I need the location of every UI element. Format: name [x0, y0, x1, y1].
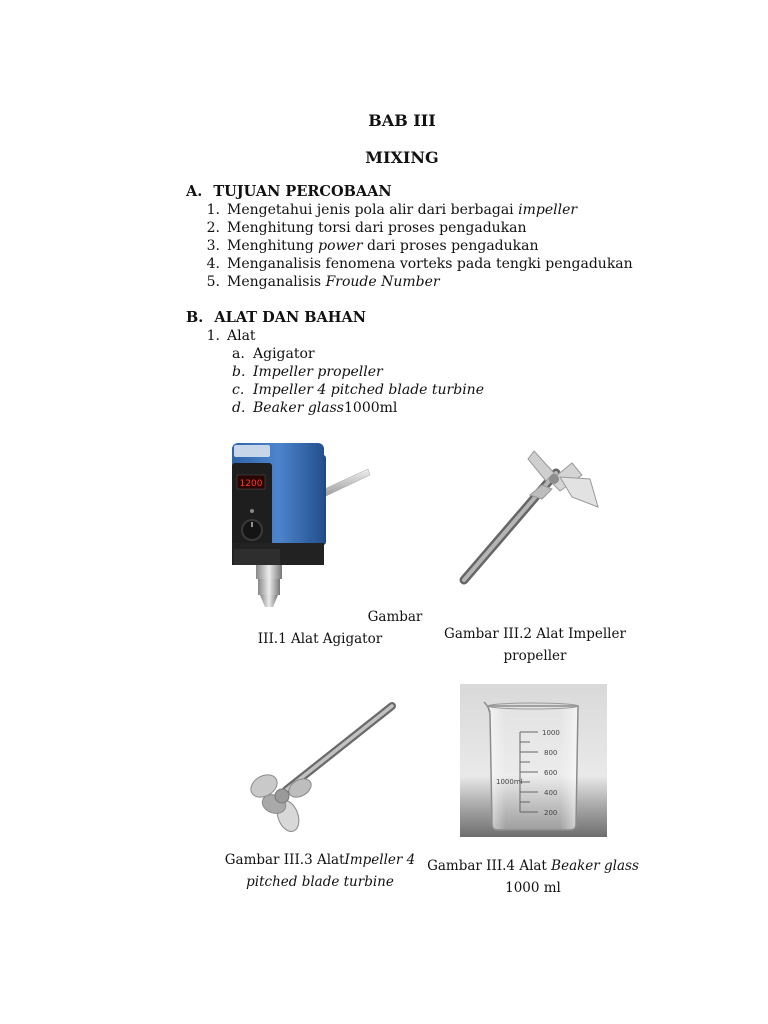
- section-a-heading: [186, 183, 392, 200]
- figure-2-caption: Gambar III.2 Alat Impeller propeller: [444, 626, 626, 664]
- list-item: 5. Menganalisis Froude Number: [206, 274, 440, 290]
- impeller-propeller-image: [450, 437, 610, 587]
- beaker-glass-image: [460, 684, 607, 837]
- figure-4-caption: Gambar III.4 Alat Beaker glass 1000 ml: [427, 858, 639, 896]
- beaker-side-label: 1000ml: [496, 778, 523, 786]
- list-item: 2. Menghitung torsi dari proses pengadukan: [206, 220, 527, 236]
- display-readout: 1200: [239, 479, 263, 489]
- beaker-mark-800: 800: [544, 749, 558, 757]
- list-item: 4. Menganalisis fenomena vorteks pada tengki pengadukan: [206, 256, 633, 272]
- objectives-list: [198, 201, 633, 291]
- list-item: 1. Mengetahui jenis pola alir dari berbagai impeller: [206, 202, 578, 218]
- list-item: 3. Menghitung power dari proses pengadukan: [206, 238, 539, 254]
- list-item: b. Impeller propeller: [232, 364, 383, 380]
- chapter-title: BAB III: [368, 111, 436, 130]
- section-b-label: B.: [186, 309, 204, 326]
- section-a-label: A.: [186, 183, 203, 200]
- agigator-image: [212, 435, 372, 615]
- section-b-heading: [186, 309, 366, 326]
- list-item: c. Impeller 4 pitched blade turbine: [232, 382, 484, 398]
- beaker-mark-400: 400: [544, 789, 558, 797]
- list-item: d. Beaker glass1000ml: [232, 400, 398, 416]
- list-item: a. Agigator: [232, 346, 315, 362]
- page-title: MIXING: [365, 148, 439, 167]
- equipment-list: [232, 345, 484, 417]
- figure-1-caption-line2: III.1 Alat Agigator: [257, 631, 383, 647]
- beaker-mark-200: 200: [544, 809, 558, 817]
- section-b-title: ALAT DAN BAHAN: [214, 309, 366, 326]
- subsection-alat: 1. Alat: [206, 328, 256, 344]
- beaker-mark-600: 600: [544, 769, 558, 777]
- beaker-mark-1000: 1000: [542, 729, 560, 737]
- section-a-title: TUJUAN PERCOBAAN: [213, 183, 392, 200]
- figure-1-caption-line1: Gambar: [367, 609, 423, 625]
- pitched-blade-turbine-image: [240, 700, 400, 835]
- figure-3-caption: Gambar III.3 AlatImpeller 4 pitched blade turbine: [224, 852, 416, 890]
